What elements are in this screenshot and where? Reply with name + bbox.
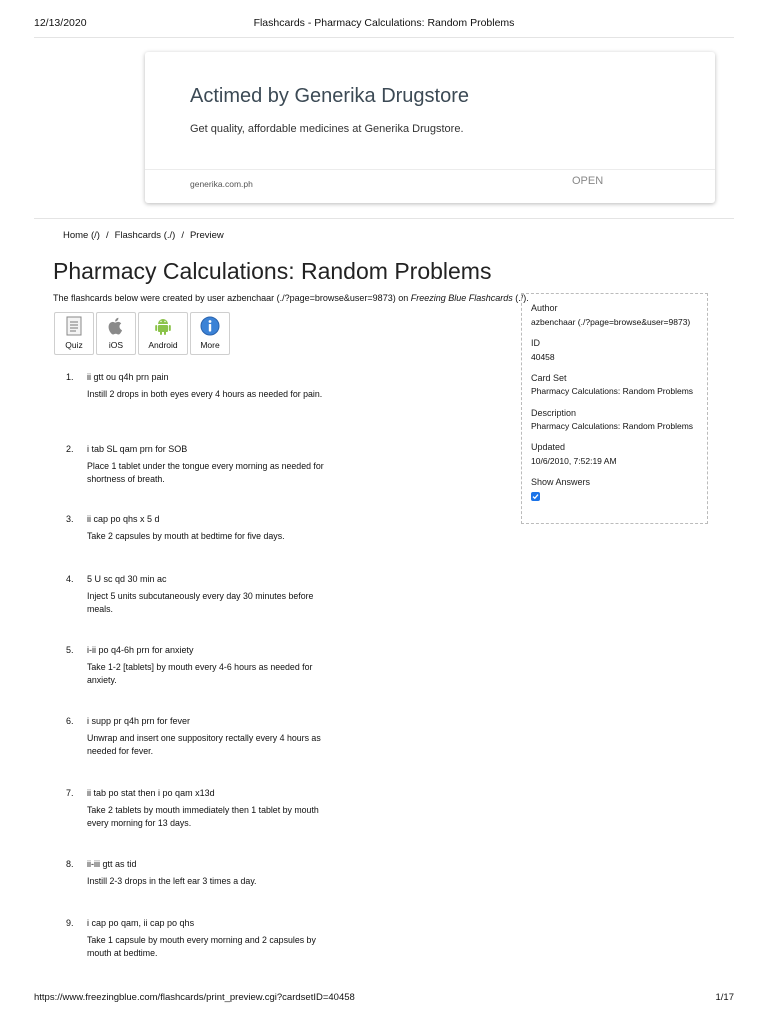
- card-question: ii-iii gtt as tid: [87, 859, 137, 869]
- card-answer: Inject 5 units subcutaneously every day 30 minutes before meals.: [87, 591, 314, 614]
- breadcrumb-current: Preview: [189, 230, 224, 241]
- apple-icon: [106, 316, 126, 336]
- ad-title[interactable]: Actimed by Generika Drugstore: [190, 85, 470, 107]
- card-number: 4.: [66, 574, 74, 584]
- more-label: More: [200, 340, 220, 350]
- show-answers-checkbox[interactable]: [531, 492, 540, 501]
- info-icon: [200, 316, 220, 336]
- id-value: 40458: [531, 352, 555, 362]
- ad-domain[interactable]: generika.com.ph: [190, 179, 253, 189]
- header-divider: [34, 37, 734, 38]
- card-answer: Unwrap and insert one suppository rectally every 4 hours as needed for fever.: [87, 733, 321, 756]
- breadcrumb-home[interactable]: Home (/): [63, 230, 100, 241]
- id-label: ID: [531, 338, 540, 348]
- print-title: Flashcards - Pharmacy Calculations: Random Problems: [253, 17, 515, 29]
- card-number: 6.: [66, 716, 74, 726]
- card-number: 5.: [66, 645, 74, 655]
- intro-site-link[interactable]: Freezing Blue Flashcards: [410, 293, 513, 303]
- quiz-icon: [64, 316, 84, 336]
- ios-button[interactable]: [96, 312, 136, 355]
- card-number: 8.: [66, 859, 74, 869]
- ios-label: iOS: [108, 340, 124, 350]
- intro-prefix: The flashcards below were created by user azbenchaar (./?page=browse&user=9873) on: [53, 293, 411, 303]
- card-answer: Take 2 tablets by mouth immediately then 1 tablet by mouth every morning for 13 days.: [87, 805, 319, 828]
- card-answer: Take 2 capsules by mouth at bedtime for five days.: [87, 531, 285, 541]
- author-label: Author: [531, 303, 558, 313]
- android-button[interactable]: [138, 312, 188, 355]
- more-button[interactable]: [190, 312, 230, 355]
- card-number: 9.: [66, 918, 74, 928]
- quiz-label: Quiz: [65, 340, 83, 350]
- ad-bottom-divider: [34, 218, 734, 219]
- show-answers-label: Show Answers: [531, 477, 591, 487]
- card-number: 2.: [66, 444, 74, 454]
- android-label: Android: [148, 340, 178, 350]
- card-question: i cap po qam, ii cap po qhs: [87, 918, 195, 928]
- breadcrumb-separator: /: [181, 230, 184, 241]
- card-question: i-ii po q4-6h prn for anxiety: [87, 645, 194, 655]
- card-number: 3.: [66, 514, 74, 524]
- card-set-info-panel: [521, 293, 708, 524]
- card-question: ii gtt ou q4h prn pain: [87, 372, 169, 382]
- author-value[interactable]: azbenchaar (./?page=browse&user=9873): [531, 317, 691, 327]
- card-answer: Place 1 tablet under the tongue every morning as needed for shortness of breath.: [87, 461, 324, 484]
- page-title: Pharmacy Calculations: Random Problems: [53, 258, 492, 284]
- card-number: 7.: [66, 788, 74, 798]
- intro-text: [53, 293, 529, 303]
- ad-text: Get quality, affordable medicines at Generika Drugstore.: [190, 123, 464, 135]
- updated-value: 10/6/2010, 7:52:19 AM: [531, 456, 617, 466]
- ad-divider: [145, 169, 715, 170]
- print-header: [34, 17, 734, 33]
- description-label: Description: [531, 408, 577, 418]
- ad-banner[interactable]: [145, 52, 715, 203]
- card-question: 5 U sc qd 30 min ac: [87, 574, 167, 584]
- card-answer: Take 1-2 [tablets] by mouth every 4-6 hours as needed for anxiety.: [87, 662, 313, 685]
- breadcrumb: [63, 230, 224, 241]
- export-toolbar: [54, 312, 232, 355]
- page-number: 1/17: [715, 992, 734, 1003]
- card-question: i tab SL qam prn for SOB: [87, 444, 188, 454]
- print-footer: [34, 992, 734, 1006]
- breadcrumb-flashcards[interactable]: Flashcards (./): [114, 230, 176, 241]
- card-answer: Instill 2-3 drops in the left ear 3 times a day.: [87, 876, 257, 886]
- footer-url: https://www.freezingblue.com/flashcards/print_preview.cgi?cardsetID=40458: [34, 992, 355, 1003]
- card-number: 1.: [66, 372, 74, 382]
- print-date: 12/13/2020: [34, 17, 87, 29]
- card-set-label: Card Set: [531, 373, 567, 383]
- card-question: ii tab po stat then i po qam x13d: [87, 788, 215, 798]
- card-set-value: Pharmacy Calculations: Random Problems: [531, 386, 694, 396]
- updated-label: Updated: [531, 442, 566, 452]
- intro-suffix: (./).: [512, 293, 529, 303]
- description-value: Pharmacy Calculations: Random Problems: [531, 421, 694, 431]
- checkmark-icon: [532, 493, 539, 500]
- android-icon: [153, 316, 173, 336]
- card-answer: Take 1 capsule by mouth every morning and 2 capsules by mouth at bedtime.: [87, 935, 316, 958]
- card-question: ii cap po qhs x 5 d: [87, 514, 160, 524]
- card-question: i supp pr q4h prn for fever: [87, 716, 191, 726]
- breadcrumb-separator: /: [105, 230, 109, 241]
- ad-open-button[interactable]: OPEN: [572, 175, 604, 187]
- quiz-button[interactable]: [54, 312, 94, 355]
- card-answer: Instill 2 drops in both eyes every 4 hours as needed for pain.: [87, 389, 323, 399]
